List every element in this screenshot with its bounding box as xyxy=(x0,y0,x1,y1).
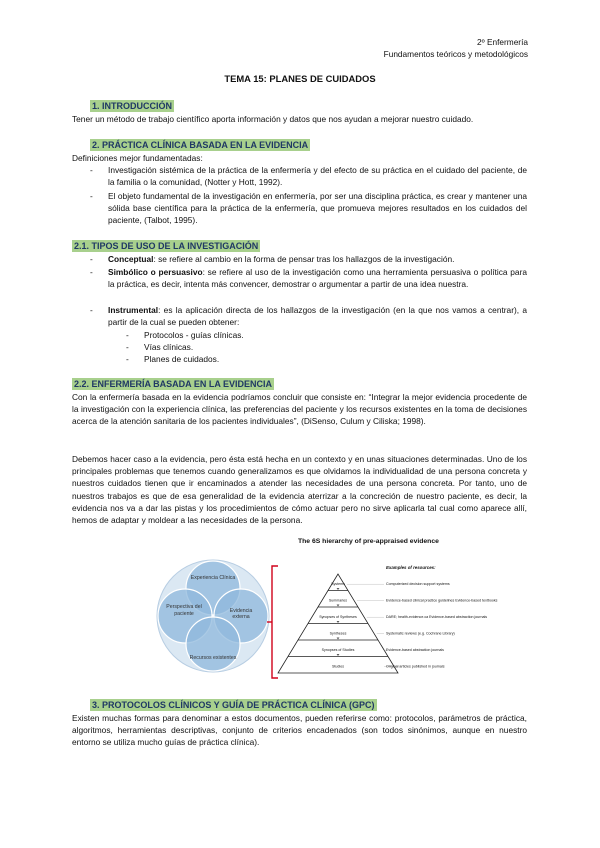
section-2-1-heading: 2.1. TIPOS DE USO DE LA INVESTIGACIÓN xyxy=(74,241,259,251)
section-2-item-2: El objeto fundamental de la investigación en enfermería, por ser una disciplina práctica, es crear y mantener una sólida base científica para la práctica de la enfermería, que promueva mejores resultados en los cuidados del paciente, (Talbot, 1995). xyxy=(108,191,527,226)
examples-title: Examples of resources: xyxy=(386,565,436,570)
pyramid-example-label: Evidence-based clinical practice guidelines Evidence-based textbooks xyxy=(386,598,498,603)
list-bullet: - xyxy=(126,354,129,364)
venn-label-left: Perspectiva del paciente xyxy=(166,604,202,617)
pyramid-title: The 6S hierarchy of pre-appraised evidence xyxy=(298,538,439,545)
term: Simbólico o persuasivo xyxy=(108,267,203,277)
pyramid-example-label: DARE; health-evidence.ca Evidence-based abstraction journals xyxy=(386,615,488,620)
pyramid-level-label: Studies xyxy=(332,664,344,669)
list-bullet: - xyxy=(126,330,129,340)
list-bullet: - xyxy=(126,342,129,352)
section-2-2-paragraph-2: Debemos hacer caso a la evidencia, pero ésta está hecha en un contexto y en unas situaciones determinadas. Uno de los principales problemas que tenemos cuando generalizamos es que olvidamos la individualidad de una persona concreta y nuestros cuidados tienen que ir encaminados a atender las necesidades de una persona concreta. Por tanto, uno de nuestros trabajos es que de esa generalidad de la evidencia aterrizar a la concreción de nuestro paciente, es decir, la evidencia nos va a dar las pistas y los procedimientos de cómo actuar pero no sirve aplicarla tal cual como aparece allí, hemos de adaptar y moldear a las necesidades de la persona. xyxy=(72,454,527,526)
pyramid-level-label: Synopses of Syntheses xyxy=(319,615,357,620)
red-bracket xyxy=(272,566,278,678)
pyramid-example-label: Original articles published in journals xyxy=(386,664,445,669)
section-2-heading: 2. PRÁCTICA CLÍNICA BASADA EN LA EVIDENCIA xyxy=(92,140,309,150)
use-type-symbolic xyxy=(108,266,527,290)
term: Conceptual xyxy=(108,254,154,264)
pyramid-level-label: Summaries xyxy=(328,598,348,603)
section-2-item-1: Investigación sistémica de la práctica de la enfermería y del efecto de su práctica en el cuidado del paciente, de la familia o la comunidad, (Notter y Hott, 1992). xyxy=(108,165,527,188)
instrumental-output-3: Planes de cuidados. xyxy=(144,354,220,364)
section-2-intro: Definiciones mejor fundamentadas: xyxy=(72,153,203,163)
section-1-heading: 1. INTRODUCCIÓN xyxy=(92,101,173,111)
list-bullet: - xyxy=(90,254,93,264)
header-subject: Fundamentos teóricos y metodológicos xyxy=(383,49,528,59)
pyramid-example-label: Computerized decision support systems xyxy=(386,582,450,587)
header xyxy=(384,36,528,60)
pyramid-example-label: Evidence-based abstraction journals xyxy=(386,648,444,653)
list-bullet: - xyxy=(90,305,93,315)
use-type-conceptual xyxy=(108,253,527,265)
definition: : se refiere al cambio en la forma de pensar tras los hallazgos de la investigación. xyxy=(153,254,455,264)
venn-label-bottom: Recursos existentes xyxy=(189,655,237,661)
section-3-text: Existen muchas formas para denominar a estos documentos, pueden referirse como: protocolos, parámetros de práctica, algoritmos, herramientas descriptivas, conjunto de criterios encadenados (son todos sinónimos, aunque en nuestro entorno se utiliza mucho guías de práctica clínica). xyxy=(72,713,527,748)
page-title: TEMA 15: PLANES DE CUIDADOS xyxy=(224,73,376,84)
pyramid-example-label: Systematic reviews (e.g. Cochrane Library) xyxy=(386,631,455,636)
list-bullet: - xyxy=(90,267,93,277)
term: Instrumental xyxy=(108,305,159,315)
section-1-text: Tener un método de trabajo científico aporta información y datos que nos ayudan a mejorar nuestro cuidado. xyxy=(72,114,474,124)
pyramid-level-label: Syntheses xyxy=(329,631,347,636)
pyramid-level-label: Systems xyxy=(331,582,345,587)
pyramid-level-label: Synopses of Studies xyxy=(321,648,355,653)
use-type-instrumental xyxy=(108,304,527,328)
definition: : es la aplicación directa de los hallazgos de la investigación (en la que nos vamos a centrar), a partir de la cual se pueden obtener: xyxy=(108,305,527,328)
venn-label-left-box xyxy=(162,604,206,634)
section-2-2-heading: 2.2. ENFERMERÍA BASADA EN LA EVIDENCIA xyxy=(74,379,273,389)
section-3-heading: 3. PROTOCOLOS CLÍNICOS Y GUÍA DE PRÁCTICA CLÍNICA (GPC) xyxy=(92,700,375,710)
venn-label-top: Experiencia Clínica xyxy=(190,575,236,581)
pyramid-levels xyxy=(278,574,398,673)
instrumental-output-1: Protocolos - guías clínicas. xyxy=(144,330,244,340)
evidence-pyramid xyxy=(266,548,536,688)
definition: : se refiere al uso de la investigación como una herramienta persuasiva o política para la práctica, es decir, intenta más convencer, demostrar o argumentar a partir de una idea nuestra. xyxy=(108,267,527,290)
evidence-venn-diagram xyxy=(148,552,278,682)
section-2-2-paragraph-1: Con la enfermería basada en la evidencia podríamos concluir que consiste en: “Integrar la mejor evidencia procedente de la investigación con la experiencia clínica, las preferencias del paciente y los recursos existentes en la toma de decisiones acerca de la atención sanitaria de los pacientes individuales”, (DiSenso, Culum y Ciliska; 1998). xyxy=(72,392,527,427)
instrumental-output-2: Vías clínicas. xyxy=(144,342,194,352)
header-course: 2º Enfermería xyxy=(477,37,528,47)
venn-label-center-box xyxy=(225,608,257,626)
list-bullet: - xyxy=(90,165,93,175)
list-bullet: - xyxy=(90,191,93,201)
venn-label-center: Evidencia externa xyxy=(229,608,253,621)
